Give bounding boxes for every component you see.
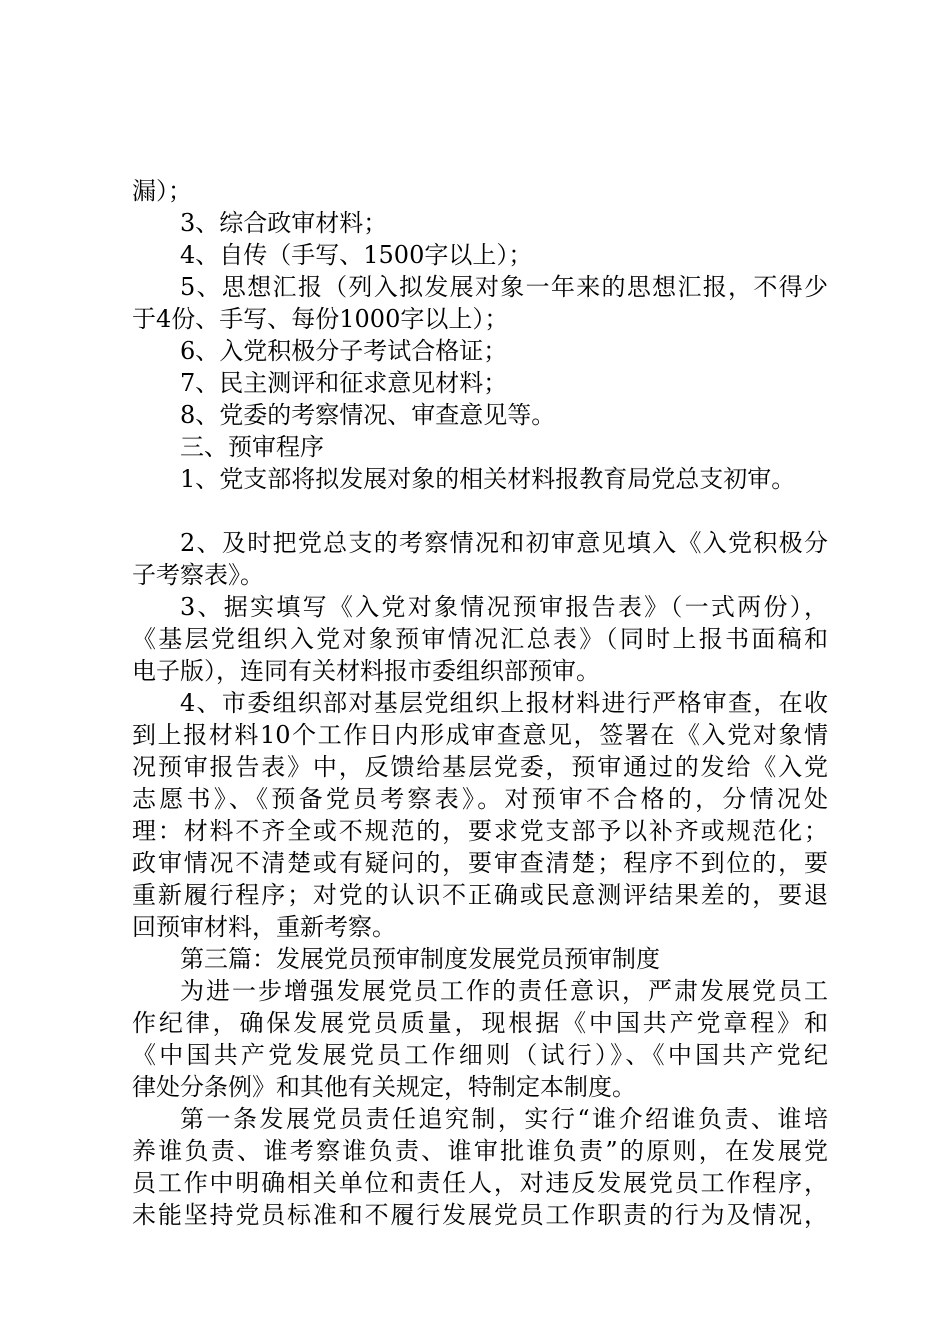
text-line: 漏）； xyxy=(132,177,192,205)
section-heading: 三、预审程序 xyxy=(180,433,324,461)
text-line: 律处分条例》和其他有关规定，特制定本制度。 xyxy=(132,1073,636,1101)
text-line: 子考察表》。 xyxy=(132,561,264,589)
text-line: 作纪律，确保发展党员质量，现根据《中国共产党章程》和 xyxy=(132,1009,828,1037)
text-line: 重新履行程序；对党的认识不正确或民意测评结果差的，要退 xyxy=(132,881,828,909)
text-line: 3、综合政审材料； xyxy=(180,209,388,237)
text-line: 回预审材料，重新考察。 xyxy=(132,913,396,941)
text-line: 3、据实填写《入党对象情况预审报告表》（一式两份）， xyxy=(180,593,828,621)
text-line: 未能坚持党员标准和不履行发展党员工作职责的行为及情况， xyxy=(132,1201,828,1229)
text-line: 员工作中明确相关单位和责任人，对违反发展党员工作程序， xyxy=(132,1169,828,1197)
text-line: 养谁负责、谁考察谁负责、谁审批谁负责”的原则，在发展党 xyxy=(132,1137,828,1165)
text-line: 《基层党组织入党对象预审情况汇总表》（同时上报书面稿和 xyxy=(132,625,828,653)
text-line: 第一条发展党员责任追究制，实行“谁介绍谁负责、谁培 xyxy=(180,1105,828,1133)
text-line: 8、党委的考察情况、审查意见等。 xyxy=(180,401,556,429)
text-line: 7、民主测评和征求意见材料； xyxy=(180,369,508,397)
text-line: 于4份、手写、每份1000字以上）； xyxy=(132,305,509,333)
text-line: 2、及时把党总支的考察情况和初审意见填入《入党积极分 xyxy=(180,529,828,557)
paragraph-gap xyxy=(132,495,828,527)
text-line: 4、自传（手写、1500字以上）； xyxy=(180,241,533,269)
text-line: 政审情况不清楚或有疑问的，要审查清楚；程序不到位的，要 xyxy=(132,849,828,877)
chapter-heading: 第三篇：发展党员预审制度发展党员预审制度 xyxy=(180,945,660,973)
text-line: 1、党支部将拟发展对象的相关材料报教育局党总支初审。 xyxy=(180,465,796,493)
text-line: 电子版），连同有关材料报市委组织部预审。 xyxy=(132,657,600,685)
text-line: 5、思想汇报（列入拟发展对象一年来的思想汇报，不得少 xyxy=(180,273,828,301)
text-line: 《中国共产党发展党员工作细则（试行）》、《中国共产党纪 xyxy=(132,1041,828,1069)
text-line: 况预审报告表》中，反馈给基层党委，预审通过的发给《入党 xyxy=(132,753,828,781)
text-line: 4、市委组织部对基层党组织上报材料进行严格审查，在收 xyxy=(180,689,828,717)
text-line: 为进一步增强发展党员工作的责任意识，严肃发展党员工 xyxy=(180,977,828,1005)
text-line: 志愿书》、《预备党员考察表》。对预审不合格的，分情况处 xyxy=(132,785,828,813)
document-page xyxy=(132,175,828,1231)
text-line: 6、入党积极分子考试合格证； xyxy=(180,337,508,365)
text-line: 到上报材料10个工作日内形成审查意见，签署在《入党对象情 xyxy=(132,721,828,749)
text-line: 理：材料不齐全或不规范的，要求党支部予以补齐或规范化； xyxy=(132,817,828,845)
